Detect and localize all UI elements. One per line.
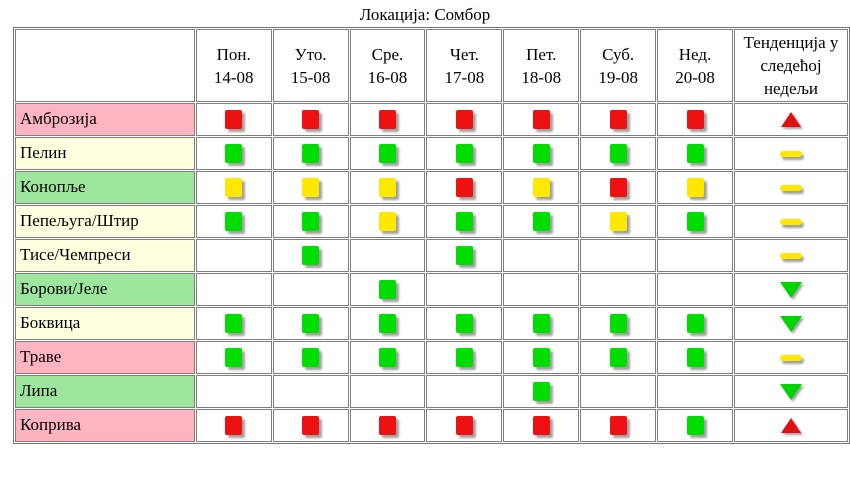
level-cell [273,307,349,340]
level-cell [350,375,426,408]
day-date: 17-08 [444,67,485,87]
level-cell [426,239,502,272]
pollen-level-green-icon [225,212,242,231]
level-cell [273,409,349,442]
pollen-level-red-icon [456,178,473,197]
pollen-level-green-icon [379,280,396,299]
table-row-7 [15,341,848,374]
day-date: 16-08 [367,67,408,87]
pollen-level-green-icon [533,314,550,333]
pollen-level-red-icon [225,416,242,435]
pollen-forecast-table [13,27,850,444]
level-cell [196,307,272,340]
level-cell [657,239,733,272]
trend-steady-icon [780,185,802,191]
pollen-level-red-icon [302,416,319,435]
pollen-level-green-icon [302,314,319,333]
pollen-level-green-icon [302,246,319,265]
pollen-level-red-icon [302,110,319,129]
level-cell [196,375,272,408]
day-header-4 [503,29,579,102]
trend-up-icon [781,418,801,433]
table-body [15,103,848,442]
day-name: Чет. [449,44,479,64]
tendency-cell [734,171,848,204]
trend-up-icon [781,112,801,127]
pollen-level-green-icon [379,348,396,367]
row-label: Конопље [15,171,195,204]
level-cell [273,205,349,238]
row-label: Коприва [15,409,195,442]
level-cell [503,239,579,272]
pollen-level-green-icon [225,144,242,163]
pollen-level-green-icon [533,382,550,401]
level-cell [426,375,502,408]
tendency-cell [734,341,848,374]
pollen-level-green-icon [456,212,473,231]
header-row [15,29,848,102]
level-cell [657,307,733,340]
pollen-level-green-icon [687,416,704,435]
level-cell [273,137,349,170]
row-label: Борови/Јеле [15,273,195,306]
level-cell [580,341,656,374]
level-cell [503,205,579,238]
trend-steady-icon [780,253,802,259]
table-row-0 [15,103,848,136]
pollen-level-green-icon [533,212,550,231]
level-cell [503,409,579,442]
pollen-level-green-icon [687,144,704,163]
level-cell [503,307,579,340]
level-cell [503,171,579,204]
tendency-cell [734,307,848,340]
level-cell [580,307,656,340]
table-row-9 [15,409,848,442]
pollen-level-yellow-icon [225,178,242,197]
pollen-level-red-icon [379,416,396,435]
level-cell [580,205,656,238]
pollen-level-green-icon [302,348,319,367]
level-cell [426,205,502,238]
pollen-level-green-icon [302,144,319,163]
row-label: Липа [15,375,195,408]
table-row-5 [15,273,848,306]
pollen-level-yellow-icon [379,212,396,231]
level-cell [580,239,656,272]
pollen-level-red-icon [533,416,550,435]
level-cell [273,171,349,204]
level-cell [426,307,502,340]
level-cell [196,137,272,170]
day-date: 20-08 [675,67,715,87]
row-label: Траве [15,341,195,374]
day-date: 18-08 [521,67,562,87]
level-cell [273,273,349,306]
level-cell [657,375,733,408]
level-cell [196,239,272,272]
day-name: Сре. [371,44,404,64]
level-cell [503,103,579,136]
table-row-2 [15,171,848,204]
level-cell [350,171,426,204]
level-cell [350,137,426,170]
pollen-level-green-icon [687,212,704,231]
table-header [15,29,848,102]
level-cell [657,273,733,306]
level-cell [426,409,502,442]
pollen-level-red-icon [533,110,550,129]
level-cell [196,171,272,204]
tendency-cell [734,375,848,408]
pollen-level-green-icon [379,144,396,163]
tendency-cell [734,239,848,272]
level-cell [657,137,733,170]
level-cell [350,239,426,272]
pollen-level-green-icon [610,144,627,163]
tendency-cell [734,137,848,170]
day-name: Уто. [294,44,327,64]
pollen-level-red-icon [456,110,473,129]
trend-down-icon [780,282,802,298]
level-cell [503,137,579,170]
row-label: Пелин [15,137,195,170]
pollen-level-red-icon [379,110,396,129]
row-label: Пепељуга/Штир [15,205,195,238]
pollen-level-yellow-icon [302,178,319,197]
level-cell [580,409,656,442]
pollen-level-yellow-icon [379,178,396,197]
level-cell [657,409,733,442]
level-cell [580,375,656,408]
level-cell [196,341,272,374]
pollen-level-green-icon [379,314,396,333]
level-cell [426,137,502,170]
level-cell [350,307,426,340]
table-row-1 [15,137,848,170]
pollen-level-red-icon [610,178,627,197]
trend-steady-icon [780,219,802,225]
row-label: Тисе/Чемпреси [15,239,195,272]
pollen-level-green-icon [687,348,704,367]
pollen-level-green-icon [302,212,319,231]
level-cell [426,273,502,306]
level-cell [273,239,349,272]
corner-cell [15,29,195,102]
pollen-level-red-icon [687,110,704,129]
pollen-level-red-icon [456,416,473,435]
row-label: Боквица [15,307,195,340]
level-cell [426,341,502,374]
pollen-level-green-icon [456,246,473,265]
day-name: Пет. [526,44,557,64]
level-cell [273,103,349,136]
level-cell [503,273,579,306]
level-cell [580,137,656,170]
pollen-level-green-icon [225,314,242,333]
day-date: 15-08 [290,67,331,87]
level-cell [503,375,579,408]
level-cell [273,341,349,374]
level-cell [350,273,426,306]
pollen-level-yellow-icon [533,178,550,197]
level-cell [657,103,733,136]
level-cell [273,375,349,408]
pollen-level-green-icon [225,348,242,367]
pollen-level-green-icon [610,314,627,333]
level-cell [426,103,502,136]
pollen-level-green-icon [456,348,473,367]
day-header-1 [273,29,349,102]
trend-steady-icon [780,355,802,361]
tendency-cell [734,409,848,442]
level-cell [196,103,272,136]
trend-down-icon [780,316,802,332]
day-name: Суб. [602,44,635,64]
level-cell [657,341,733,374]
pollen-level-green-icon [610,348,627,367]
row-label: Амброзија [15,103,195,136]
day-header-5 [580,29,656,102]
level-cell [503,341,579,374]
pollen-level-green-icon [456,144,473,163]
table-row-3 [15,205,848,238]
pollen-level-green-icon [456,314,473,333]
level-cell [657,205,733,238]
level-cell [580,273,656,306]
pollen-level-green-icon [533,144,550,163]
pollen-level-yellow-icon [687,178,704,197]
level-cell [426,171,502,204]
level-cell [350,409,426,442]
pollen-level-green-icon [533,348,550,367]
trend-steady-icon [780,151,802,157]
pollen-level-green-icon [687,314,704,333]
day-header-0 [196,29,272,102]
tendency-cell [734,103,848,136]
level-cell [196,205,272,238]
page-title: Локација: Сомбор [359,5,491,24]
pollen-level-red-icon [225,110,242,129]
pollen-level-red-icon [610,416,627,435]
level-cell [350,341,426,374]
table-row-4 [15,239,848,272]
pollen-level-yellow-icon [610,212,627,231]
day-name: Нед. [678,44,712,64]
level-cell [580,103,656,136]
tendency-cell [734,273,848,306]
level-cell [350,205,426,238]
table-row-6 [15,307,848,340]
tendency-cell [734,205,848,238]
day-name: Пон. [216,44,251,64]
day-date: 19-08 [598,67,638,87]
tendency-header: Тенденција у следећој недељи [734,29,848,102]
level-cell [657,171,733,204]
trend-down-icon [780,384,802,400]
day-date: 14-08 [213,67,254,87]
day-header-2 [350,29,426,102]
table-row-8 [15,375,848,408]
day-header-3 [426,29,502,102]
pollen-level-red-icon [610,110,627,129]
level-cell [350,103,426,136]
day-header-6 [657,29,733,102]
level-cell [196,409,272,442]
level-cell [196,273,272,306]
level-cell [580,171,656,204]
